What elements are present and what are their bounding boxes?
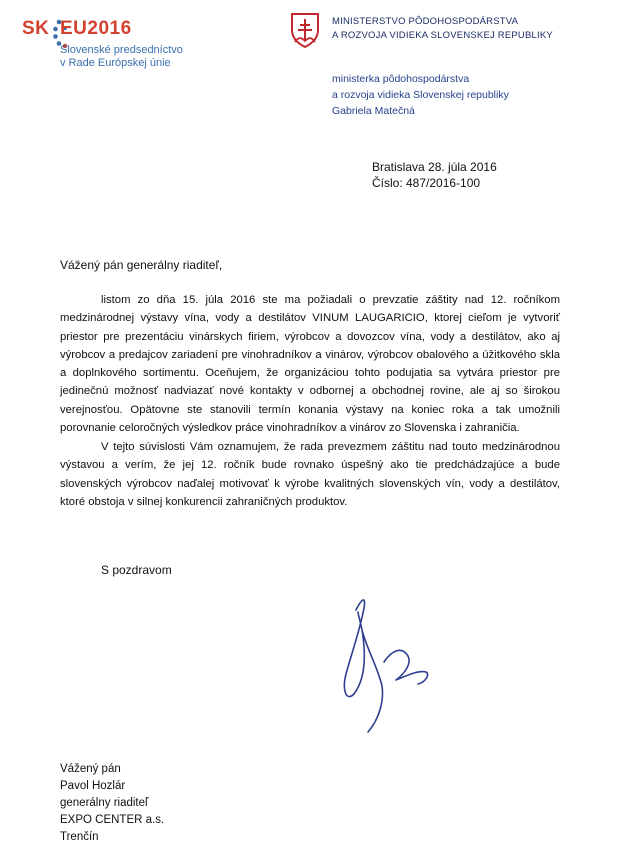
place-date: Bratislava 28. júla 2016 [372, 160, 497, 174]
recipient-line3: generálny riaditeľ [60, 797, 149, 809]
sender-name: Gabriela Matečná [332, 105, 415, 117]
reference-number: Číslo: 487/2016-100 [372, 176, 481, 190]
presidency-subtitle-line1: Slovenské predsedníctvo [60, 44, 183, 56]
sender-role-line1: ministerka pôdohospodárstva [332, 73, 470, 85]
presidency-country-code: SK [22, 18, 50, 39]
signature-icon [322, 590, 452, 740]
coat-of-arms-icon [290, 12, 320, 48]
closing: S pozdravom [101, 563, 172, 577]
presidency-title: EU2016 [60, 18, 132, 39]
presidency-logo [22, 14, 252, 74]
recipient-line1: Vážený pán [60, 763, 121, 775]
recipient-line2: Pavol Hozlár [60, 780, 126, 792]
body-paragraph-2: V tejto súvislosti Vám oznamujem, že rada prevezmem záštitu nad touto medzinárodnou výstavou a verím, že jej 12. ročník bude rovnako úspešný ako tie predchádzajúce a bude slovenských výrobcov naďalej motivovať k výrobe kvalitných slovenských vín, vody a destilátov, ktoré obstoja v silnej konkurencii zahraničných produktov. [60, 441, 560, 508]
presidency-subtitle-line2: v Rade Európskej únie [60, 57, 171, 69]
body-paragraph-1: listom zo dňa 15. júla 2016 ste ma požiadali o prevzatie záštity nad 12. ročníkom medzinárodnej výstavy vína, vody a destilátov VINUM LAUGARICIO, ktorej cieľom je vytvoriť priestor pre prezentáciu vinárskych firiem, výrobcov a dovozcov vína, vody a destilátov, ako aj výrobcov a predajcov zariadení pre vinohradníkov a vinárov, výrobcov obalového a úžitkového skla a doplnkového sortimentu. Oceňujem, že organizáciou tohto podujatia sa vytvára priestor pre jedinečnú možnosť nadviazať nové kontakty v odbornej a obchodnej rovine, ale aj so širokou verejnosťou. Opätovne ste stanovili termín konania výstavy na koniec roka a tak umožnili porovnanie celoročných výsledkov práce vinohradníkov a vinárov zo Slovenska i zahraničia. [60, 294, 560, 435]
salutation: Vážený pán generálny riaditeľ, [60, 258, 223, 272]
ministry-name-line1: MINISTERSTVO PÔDOHOSPODÁRSTVA [332, 16, 519, 27]
ministry-name-line2: A ROZVOJA VIDIEKA SLOVENSKEJ REPUBLIKY [332, 30, 553, 41]
recipient-line4: EXPO CENTER a.s. [60, 814, 165, 826]
sender-role-line2: a rozvoja vidieka Slovenskej republiky [332, 89, 509, 101]
recipient-line5: Trenčín [60, 831, 99, 843]
